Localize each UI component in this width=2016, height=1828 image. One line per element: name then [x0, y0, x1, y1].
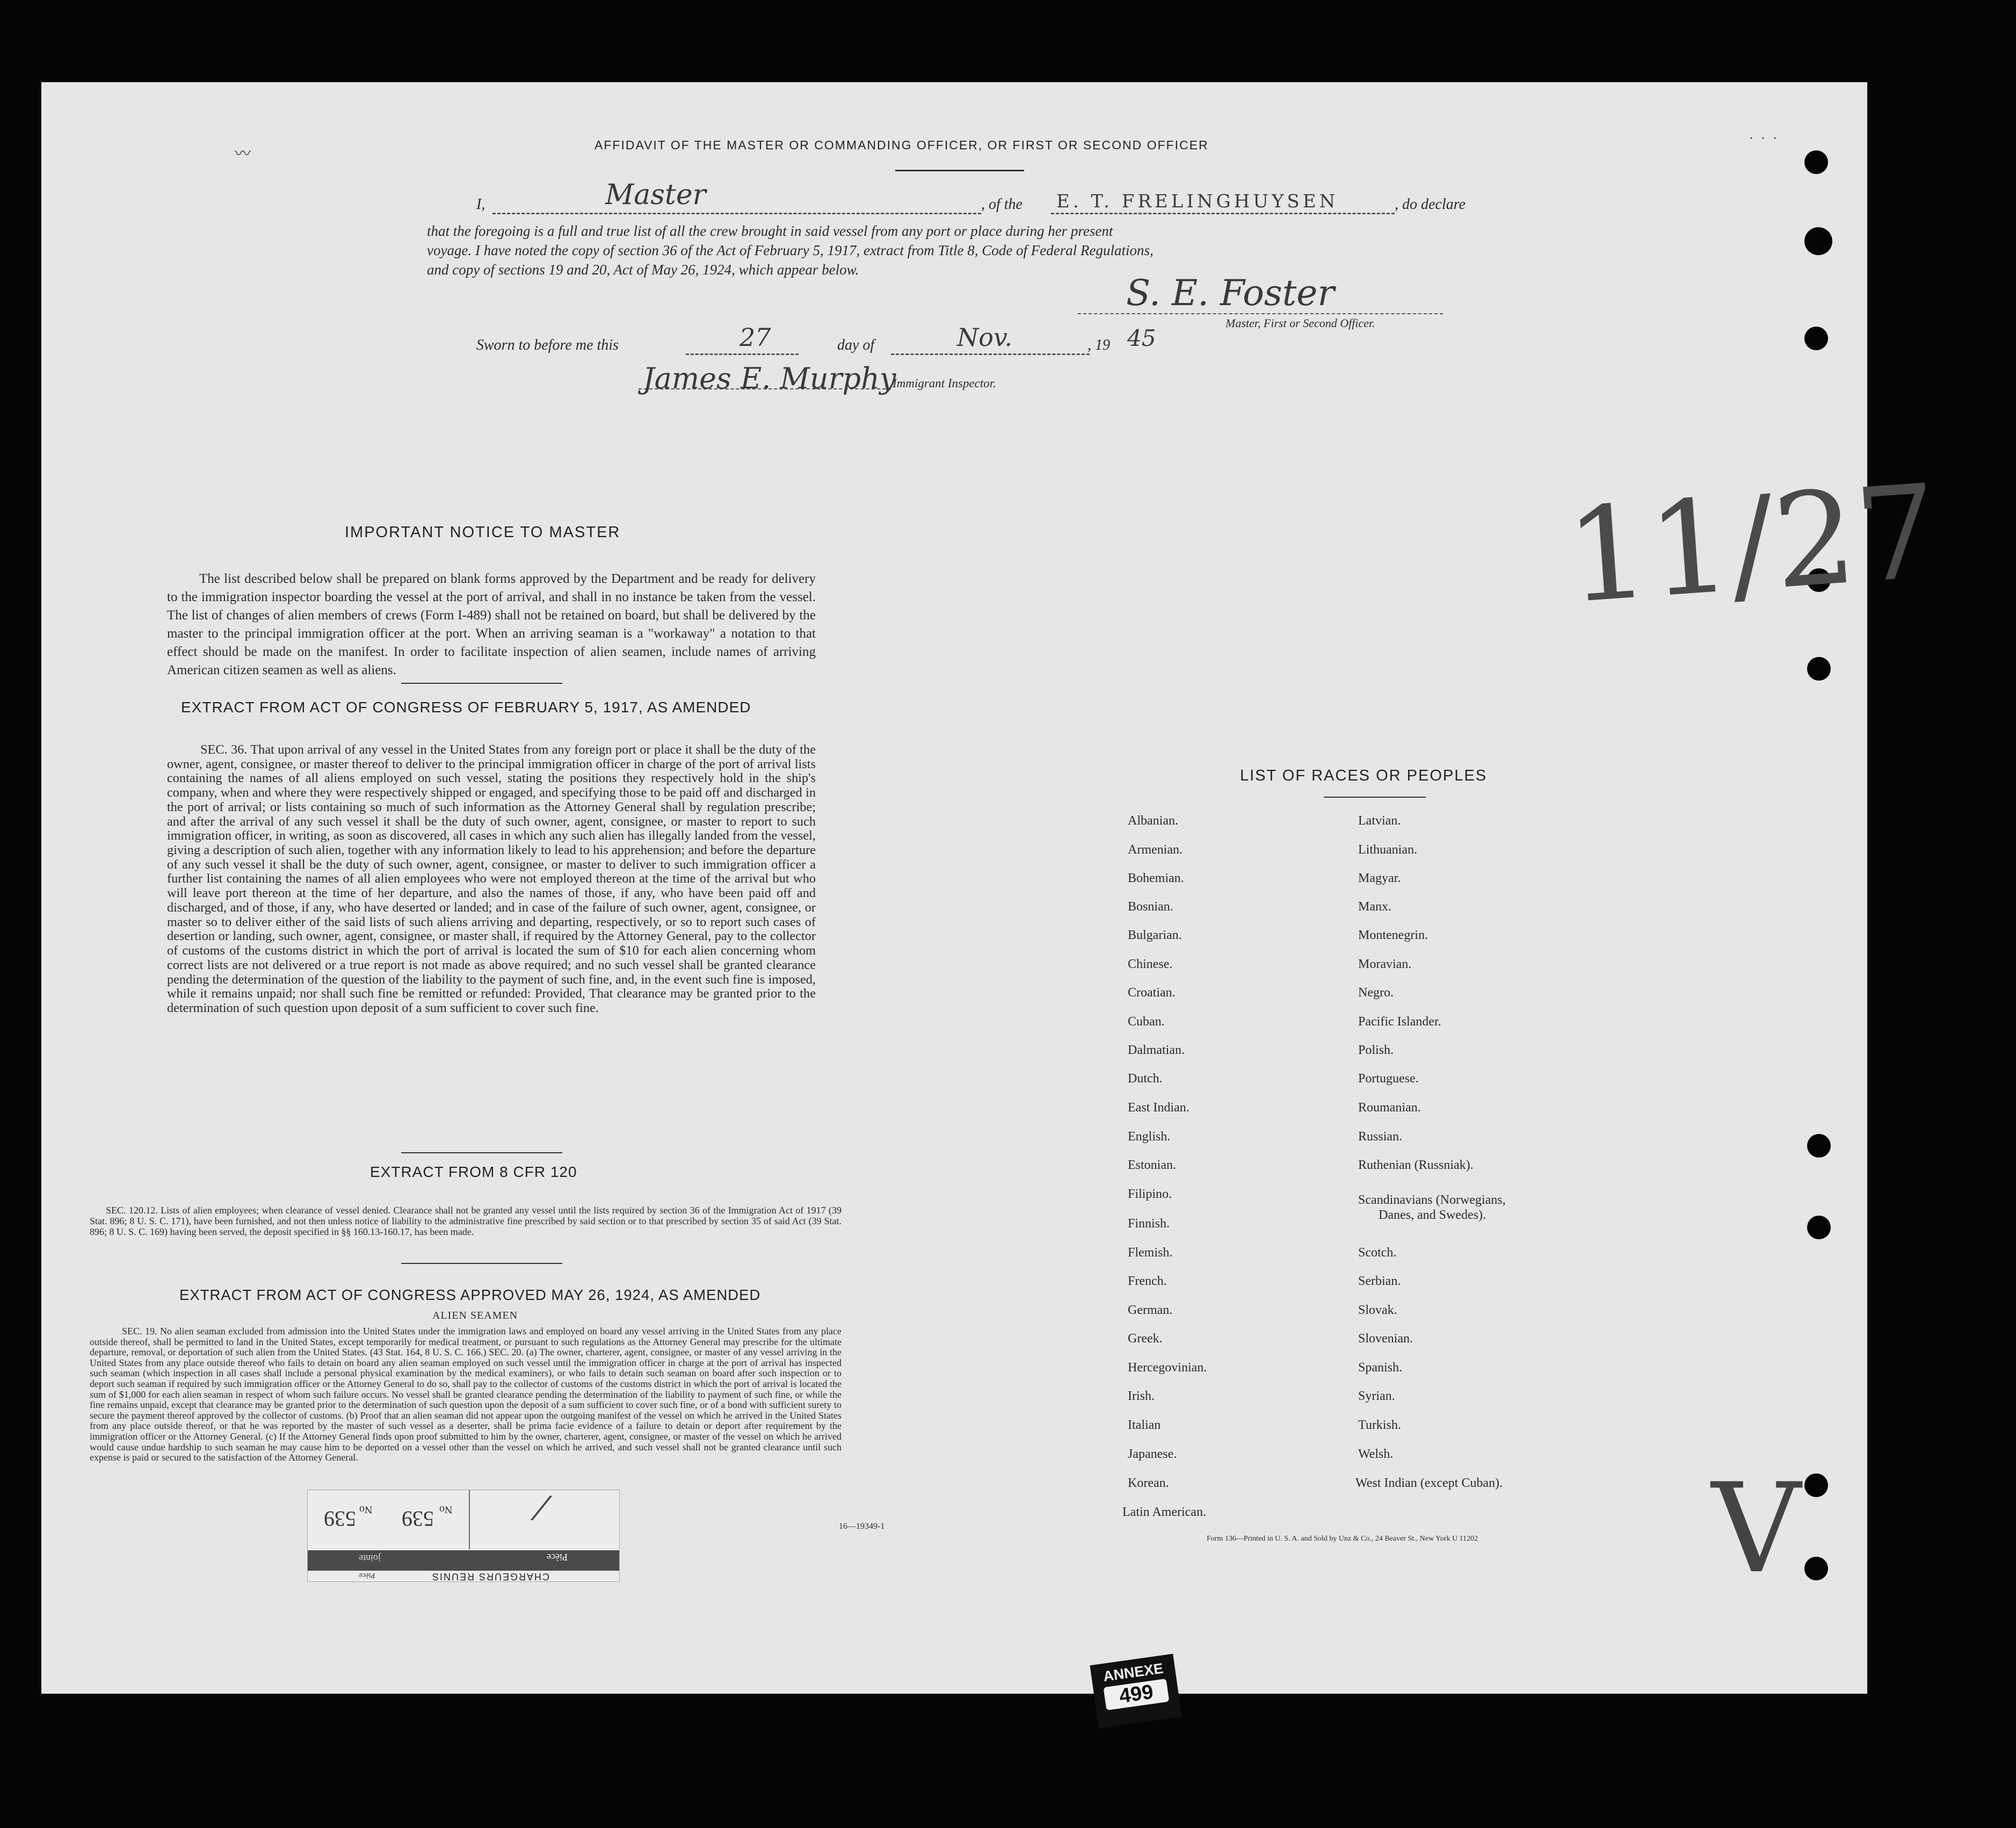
punch-hole	[1807, 657, 1831, 681]
race-col1-item: Chinese.	[1128, 957, 1173, 971]
race-col1-item: Latin American.	[1122, 1505, 1206, 1519]
affidavit-line3: voyage. I have noted the copy of section 36 of the Act of February 5, 1917, extract from Title 8, Code of Federal Regulations,	[427, 242, 1154, 258]
ticket-number-1: 539	[324, 1507, 356, 1531]
race-col1-item: East Indian.	[1128, 1101, 1190, 1115]
punch-hole	[1804, 1557, 1828, 1580]
punch-hole	[1804, 227, 1832, 255]
corner-mark: ···	[1749, 132, 1785, 146]
punch-hole	[1804, 150, 1828, 174]
race-col2-item: Slovak.	[1358, 1303, 1397, 1317]
race-col2-item: Roumanian.	[1358, 1101, 1421, 1115]
race-col2-item: Spanish.	[1358, 1361, 1403, 1375]
race-col1-item: Cuban.	[1128, 1015, 1165, 1029]
check-mark: V	[1712, 1457, 1801, 1601]
vessel-field-line	[1051, 213, 1395, 214]
race-col2-item: Welsh.	[1358, 1447, 1394, 1461]
extract1924-code: 16—19349-1	[839, 1522, 885, 1531]
corner-mark: 〰	[235, 145, 251, 163]
extract1924-title: EXTRACT FROM ACT OF CONGRESS APPROVED MAY 26, 1924, AS AMENDED	[179, 1287, 761, 1303]
race-col1-item: Bosnian.	[1128, 900, 1173, 914]
race-col2-item: Manx.	[1358, 900, 1391, 914]
year-handwritten: 45	[1127, 325, 1156, 351]
race-col1-item: Italian	[1128, 1418, 1161, 1432]
ticket-piece-label: Pièce	[547, 1552, 568, 1563]
race-col1-item: Filipino.	[1128, 1187, 1172, 1201]
cfr-title: EXTRACT FROM 8 CFR 120	[370, 1164, 577, 1180]
race-col1-item: Armenian.	[1128, 843, 1183, 857]
extract1917-text: SEC. 36. That upon arrival of any vessel in the United States from any foreign port or place it shall be the duty of the owner, agent, consignee, or master thereof to deliver to the principal immigration officer in charge of the port of arrival lists containing the names of all aliens employed on such vessel, stating the positions they respectively hold in the ship's company, when and where they were respectively shipped or engaged, and specifying those to be paid off and discharged in the port of arrival; or lists containing so much of such information as the Attorney General shall by regulation prescribe; and after the arrival of any such vessel it shall be the duty of such owner, agent, consignee, or master to report to such immigration officer, in writing, as soon as discovered, all cases in which any such alien has illegally landed from the vessel, giving a description of such alien, together with any information likely to lead to his apprehension; and before the departure of any such vessel it shall be the duty of such owner, agent, consignee, or master to deliver to such immigration officer a further list containing the names of all alien employees who were not employed thereon at the time of the arrival but who will leave port thereon at the time of her departure, and also the names of those, if any, who have been paid off and discharged, and of those, if any, who have deserted or landed; and in case of the failure of such owner, agent, consignee, or master so to deliver either of the said lists of such aliens arriving and departing, respectively, or so to report such cases of desertion or landing, such owner, agent, consignee, or master shall, if required by the Attorney General, pay to the collector of customs of the customs district in which the port of arrival is located the sum of $10 for each alien concerning whom correct lists are not delivered or a true report is not made as above required; and no such vessel shall be granted clearance pending the determination of the question of the liability to the payment of such fine, and, in the event such fine is imposed, while it remains unpaid; nor shall such fine be remitted or refunded: Provided, That clearance may be granted prior to the determination of such question upon deposit of a sum sufficient to cover such fine.	[167, 742, 816, 1015]
ticket-no-label-1: No	[359, 1504, 373, 1515]
race-col1-item: Croatian.	[1128, 986, 1176, 1000]
race-col1-item: Estonian.	[1128, 1158, 1176, 1172]
chargeurs-ticket	[307, 1490, 620, 1582]
annexe-stamp	[1090, 1654, 1182, 1729]
annexe-stamp-label: ANNEXE	[1102, 1660, 1164, 1685]
extract1924-subtitle: ALIEN SEAMEN	[432, 1310, 518, 1321]
race-col1-item: Flemish.	[1128, 1246, 1173, 1260]
month-field-line	[891, 353, 1090, 355]
signature-caption: Master, First or Second Officer.	[1225, 316, 1375, 330]
race-col1-item: Hercegovinian.	[1128, 1361, 1207, 1375]
inspector-caption: Immigrant Inspector.	[893, 377, 996, 390]
extract1917-rule	[401, 1152, 562, 1153]
race-col2-item: Russian.	[1358, 1130, 1403, 1144]
master-signature: S. E. Foster	[1126, 272, 1335, 314]
notice-text: The list described below shall be prepared on blank forms approved by the Department and be ready for delivery to the immigration inspector boarding the vessel at the port of arrival, and shall in no instance be taken from the vessel. The list of changes of alien members of crews (Form I-489) shall not be retained on board, but shall be delivered by the master to the principal immigration officer at the port. When an arriving seaman is a "workaway" a notation to that effect should be made on the manifest. In order to facilitate inspection of alien seamen, include names of arriving American citizen seamen as well as aliens.	[167, 572, 816, 677]
race-col2-item: Scandinavians (Norwegians,	[1358, 1193, 1506, 1207]
race-col2-item: Turkish.	[1358, 1418, 1401, 1432]
affidavit-prefix: I,	[476, 196, 485, 213]
master-handwritten: Master	[605, 179, 706, 211]
cfr-text: SEC. 120.12. Lists of alien employees; when clearance of vessel denied. Clearance shall not be granted any vessel until the lists required by section 36 of the Immigration Act of 1917 (39 Stat. 896; 8 U. S. C. 171), have been furnished, and not then unless notice of liability to the administrative fine prescribed by said section or to that prescribed by section 35 of said Act (39 Stat. 896; 8 U. S. C. 169) having been served, the deposit specified in §§ 160.13-160.17, has been made.	[90, 1205, 842, 1238]
race-col1-item: French.	[1128, 1274, 1167, 1288]
race-col1-item: Irish.	[1128, 1389, 1155, 1403]
race-col2-item: Portuguese.	[1358, 1072, 1419, 1086]
race-col2-item: Moravian.	[1358, 957, 1412, 971]
punch-hole	[1807, 1216, 1831, 1239]
race-col2-item: Scotch.	[1358, 1246, 1397, 1260]
race-col1-item: Bohemian.	[1128, 871, 1184, 885]
affidavit-line4: and copy of sections 19 and 20, Act of May 26, 1924, which appear below.	[427, 262, 859, 278]
day-field-line	[686, 353, 799, 355]
vessel-name-handwritten: E. T. FRELINGHUYSEN	[1056, 191, 1339, 212]
race-col1-item: German.	[1128, 1303, 1173, 1317]
extract1924-text: SEC. 19. No alien seaman excluded from admission into the United States under the immigration laws and employed on board any vessel arriving in the United States from any place outside thereof, shall be permitted to land in the United States, except temporarily for medical treatment, or pursuant to such regulations as the Attorney General may prescribe for the ultimate departure, removal, or deportation of such alien from the United States. (43 Stat. 164, 8 U. S. C. 166.) SEC. 20. (a) The owner, charterer, agent, consignee, or master of any vessel arriving in the United States from any place outside thereof who fails to detain on board any alien seaman employed on such vessel until the immigration officer in charge at the port of arrival has inspected such seaman (which inspection in all cases shall include a personal physical examination by the medical examiners), or who fails to detain such seaman on board after such inspection or to deport such seaman if required by such immigration officer or the Attorney General to do so, shall pay to the collector of customs of the customs district in which the port of arrival is located the sum of $1,000 for each alien seaman in respect of whom such failure occurs. No vessel shall be granted clearance pending the determination of the liability to payment of such fine, or while the fine remains unpaid, except that clearance may be granted prior to the determination of such question upon the deposit of a sum sufficient to cover such fine, or of a bond with sufficient surety to secure the payment thereof approved by the collector of customs. (b) Proof that an alien seaman did not appear upon the outgoing manifest of the vessel on which he arrived in the United States from any place outside thereof, or that he was reported by the master of such vessel as a deserter, shall be prima facie evidence of a failure to detain or deport after requirement by the immigration officer or the Attorney General. (c) If the Attorney General finds upon proof submitted to him by the owner, charterer, agent, consignee, or master of the vessel on which he arrived would cause undue hardship to such seaman he may cause him to be deported on a vessel other than the vessel on which he arrived, and such vessel shall not be granted clearance until such expense is paid or secured to the satisfaction of the Attorney General.	[90, 1326, 842, 1463]
year-prefix: , 19	[1087, 337, 1110, 353]
race-col1-item: Albanian.	[1128, 814, 1178, 828]
cfr-rule	[401, 1263, 562, 1264]
race-col1-item: English.	[1128, 1130, 1171, 1144]
ticket-no-label-2: No	[439, 1504, 453, 1515]
race-col2-item: Pacific Islander.	[1358, 1015, 1441, 1029]
day-handwritten: 27	[739, 323, 771, 352]
notice-title: IMPORTANT NOTICE TO MASTER	[345, 524, 621, 541]
ticket-divider	[469, 1490, 470, 1549]
race-col2-item: West Indian (except Cuban).	[1355, 1476, 1503, 1490]
inspector-signature: James E. Murphy	[643, 362, 896, 395]
race-col2-item: Montenegrin.	[1358, 928, 1428, 942]
ticket-piece-small: Pièce	[359, 1571, 375, 1579]
race-col2-item: Negro.	[1358, 986, 1394, 1000]
race-col1-item: Greek.	[1128, 1332, 1163, 1346]
ticket-dark-band	[308, 1550, 619, 1571]
date-handwritten: 11/27	[1562, 456, 1943, 632]
sworn-prefix: Sworn to before me this	[476, 337, 619, 353]
race-col2-item: Syrian.	[1358, 1389, 1395, 1403]
punch-hole	[1807, 1134, 1831, 1158]
race-col2-item: Danes, and Swedes).	[1379, 1208, 1486, 1222]
race-col2-item: Magyar.	[1358, 871, 1401, 885]
races-title-rule	[1324, 797, 1426, 798]
races-title: LIST OF RACES OR PEOPLES	[1240, 767, 1488, 784]
affidavit-do-declare: , do declare	[1395, 196, 1466, 213]
race-col1-item: Bulgarian.	[1128, 928, 1182, 942]
punch-hole	[1804, 327, 1828, 350]
affidavit-of-the: , of the	[981, 196, 1022, 213]
affidavit-line2: that the foregoing is a full and true list of all the crew brought in said vessel from any port or place during her present	[427, 223, 1113, 239]
affidavit-title-rule	[895, 170, 1024, 171]
race-col1-item: Japanese.	[1128, 1447, 1177, 1461]
annexe-stamp-number: 499	[1103, 1679, 1169, 1710]
signature-line	[1078, 313, 1443, 314]
name-field-line	[492, 213, 981, 214]
race-col2-item: Latvian.	[1358, 814, 1401, 828]
day-of-label: day of	[837, 337, 875, 353]
race-col2-item: Lithuanian.	[1358, 843, 1417, 857]
ticket-jointe-label: jointe	[359, 1553, 381, 1564]
race-col2-item: Ruthenian (Russniak).	[1358, 1158, 1474, 1172]
document-page	[41, 82, 1943, 1708]
race-col1-item: Dalmatian.	[1128, 1043, 1185, 1057]
extract1917-title: EXTRACT FROM ACT OF CONGRESS OF FEBRUARY 5, 1917, AS AMENDED	[181, 699, 751, 716]
race-col1-item: Finnish.	[1128, 1217, 1170, 1231]
affidavit-title: AFFIDAVIT OF THE MASTER OR COMMANDING OFFICER, OR FIRST OR SECOND OFFICER	[594, 138, 1209, 152]
race-col2-item: Polish.	[1358, 1043, 1394, 1057]
race-col1-item: Korean.	[1128, 1476, 1169, 1490]
ticket-handwriting: ⁄	[539, 1490, 545, 1528]
race-col2-item: Slovenian.	[1358, 1332, 1413, 1346]
ticket-footer: CHARGEURS REUNIS	[431, 1571, 550, 1582]
punch-hole	[1804, 1473, 1828, 1497]
race-col1-item: Dutch.	[1128, 1072, 1163, 1086]
month-handwritten: Nov.	[957, 323, 1013, 352]
ticket-number-2: 539	[402, 1507, 434, 1531]
race-col2-item: Serbian.	[1358, 1274, 1401, 1288]
notice-rule	[401, 683, 562, 684]
form-note: Form 136—Printed in U. S. A. and Sold by Unz & Co., 24 Beaver St., New York U 11202	[1207, 1535, 1478, 1543]
